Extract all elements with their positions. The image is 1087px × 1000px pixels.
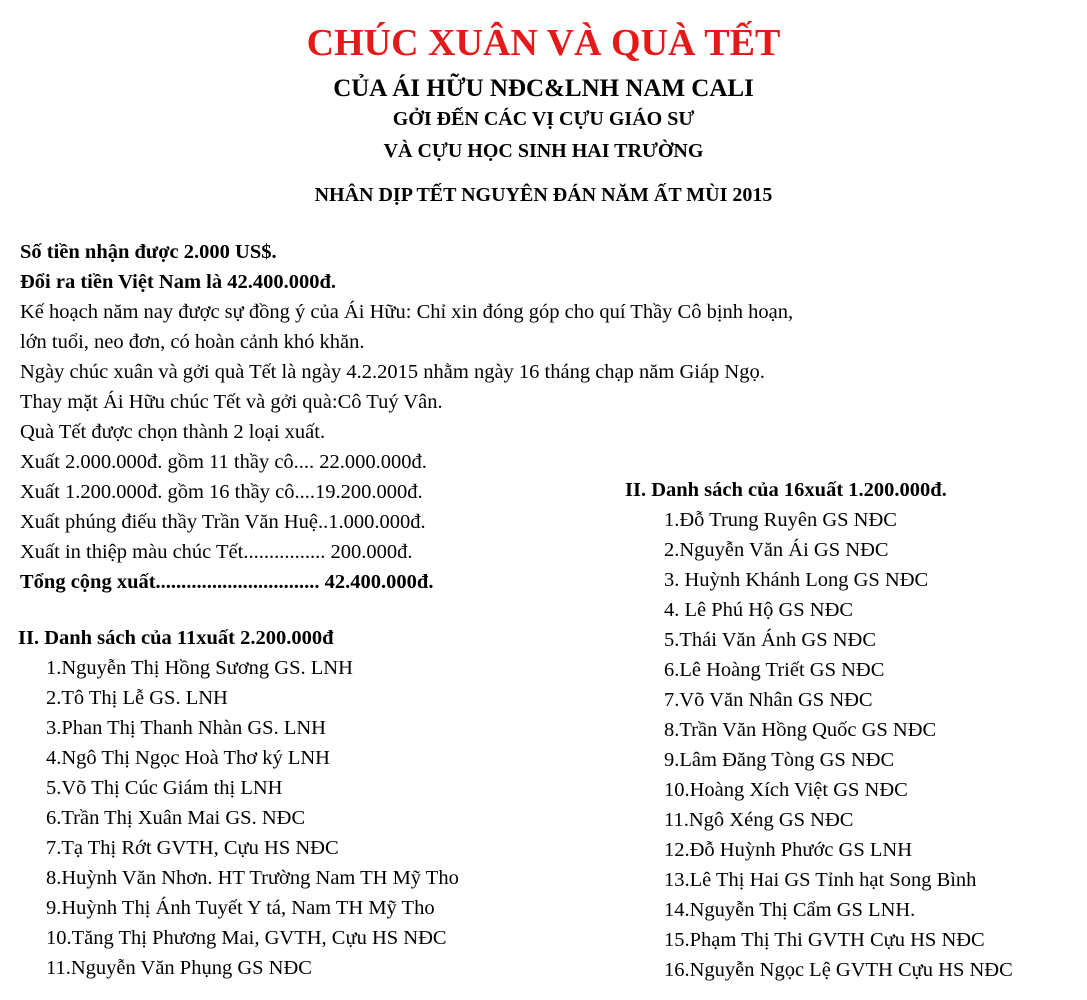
list-item: 11.Ngô Xéng GS NĐC [664, 809, 854, 831]
list-right-heading: II. Danh sách của 16xuất 1.200.000đ. [625, 479, 947, 501]
list-item: 2.Nguyễn Văn Ái GS NĐC [664, 539, 889, 561]
recipients-line-2: VÀ CỰU HỌC SINH HAI TRƯỜNG [383, 140, 704, 162]
info-line: Số tiền nhận được 2.000 US$. [20, 241, 277, 263]
info-line: Quà Tết được chọn thành 2 loại xuất. [20, 421, 326, 443]
info-line: Ngày chúc xuân và gởi quà Tết là ngày 4.2.2015 nhằm ngày 16 tháng chạp năm Giáp Ngọ. [20, 361, 765, 383]
list-right [664, 505, 1013, 985]
list-item: 16.Nguyễn Ngọc Lệ GVTH Cựu HS NĐC [664, 959, 1013, 981]
list-item: 10.Hoàng Xích Việt GS NĐC [664, 779, 908, 801]
list-item: 15.Phạm Thị Thi GVTH Cựu HS NĐC [664, 929, 985, 951]
list-item: 7.Võ Văn Nhân GS NĐC [664, 689, 873, 711]
list-item: 3.Phan Thị Thanh Nhàn GS. LNH [46, 717, 326, 739]
list-item: 5.Võ Thị Cúc Giám thị LNH [46, 777, 283, 799]
list-item: 13.Lê Thị Hai GS Tỉnh hạt Song Bình [664, 869, 977, 891]
list-item: 14.Nguyễn Thị Cẩm GS LNH. [664, 899, 916, 921]
list-item: 7.Tạ Thị Rớt GVTH, Cựu HS NĐC [46, 837, 339, 859]
info-line: Xuất in thiệp màu chúc Tết................ 200.000đ. [20, 541, 413, 563]
info-line: Kế hoạch năm nay được sự đồng ý của Ái Hữu: Chỉ xin đóng góp cho quí Thầy Cô bịnh hoạn, [20, 301, 794, 323]
list-left-heading: II. Danh sách của 11xuất 2.200.000đ [18, 627, 334, 649]
info-line: Thay mặt Ái Hữu chúc Tết và gởi quà:Cô Tuý Vân. [20, 391, 443, 413]
list-item: 10.Tăng Thị Phương Mai, GVTH, Cựu HS NĐC [46, 927, 447, 949]
list-item: 6.Trần Thị Xuân Mai GS. NĐC [46, 807, 306, 829]
list-item: 4. Lê Phú Hộ GS NĐC [664, 599, 854, 621]
list-item: 4.Ngô Thị Ngọc Hoà Thơ ký LNH [46, 747, 330, 769]
info-line: Xuất phúng điếu thầy Trần Văn Huệ..1.000.000đ. [20, 511, 426, 533]
list-item: 2.Tô Thị Lễ GS. LNH [46, 687, 228, 709]
list-item: 3. Huỳnh Khánh Long GS NĐC [664, 569, 929, 591]
info-line: Tổng cộng xuất................................ 42.400.000đ. [20, 571, 434, 593]
info-line: lớn tuổi, neo đơn, có hoàn cảnh khó khăn. [20, 331, 365, 353]
list-item: 5.Thái Văn Ánh GS NĐC [664, 629, 877, 651]
list-left [46, 653, 459, 983]
list-item: 12.Đỗ Huỳnh Phước GS LNH [664, 839, 913, 861]
list-item: 6.Lê Hoàng Triết GS NĐC [664, 659, 885, 681]
list-item: 1.Nguyễn Thị Hồng Sương GS. LNH [46, 657, 353, 679]
list-item: 11.Nguyễn Văn Phụng GS NĐC [46, 957, 312, 979]
document-title: CHÚC XUÂN VÀ QUÀ TẾT [306, 22, 781, 64]
info-line: Xuất 2.000.000đ. gồm 11 thầy cô.... 22.000.000đ. [20, 451, 427, 473]
list-item: 8.Huỳnh Văn Nhơn. HT Trường Nam TH Mỹ Tho [46, 867, 459, 889]
occasion-line: NHÂN DỊP TẾT NGUYÊN ĐÁN NĂM ẤT MÙI 2015 [314, 184, 773, 206]
document-subtitle: CỦA ÁI HỮU NĐC&LNH NAM CALI [333, 75, 754, 102]
recipients-line-1: GỞI ĐẾN CÁC VỊ CỰU GIÁO SƯ [392, 108, 695, 130]
list-item: 9.Lâm Đăng Tòng GS NĐC [664, 749, 895, 771]
list-item: 9.Huỳnh Thị Ánh Tuyết Y tá, Nam TH Mỹ Tho [46, 897, 435, 919]
info-line: Đổi ra tiền Việt Nam là 42.400.000đ. [20, 271, 337, 293]
list-item: 1.Đỗ Trung Ruyên GS NĐC [664, 509, 897, 531]
info-line: Xuất 1.200.000đ. gồm 16 thầy cô....19.200.000đ. [20, 481, 423, 503]
list-item: 8.Trần Văn Hồng Quốc GS NĐC [664, 719, 937, 741]
